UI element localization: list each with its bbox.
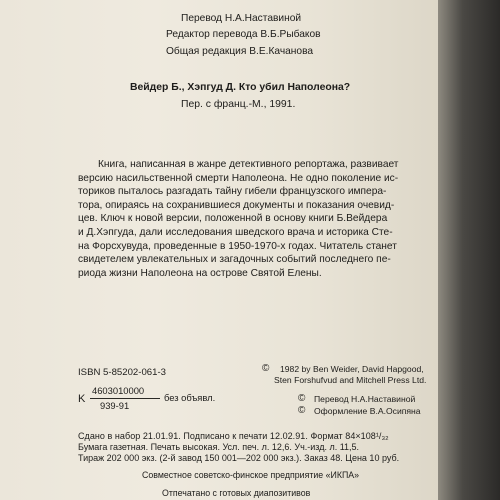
printing-line: Отпечатано с готовых диапозитивов bbox=[162, 488, 311, 498]
annotation-line: и Д.Хэпгуда, дали исследования шведского врача и историка Сте- bbox=[78, 226, 393, 238]
general-editor-credit: Общая редакция В.Е.Качанова bbox=[166, 46, 314, 57]
annotation-line: ториков пыталось разгадать тайну гибели французского импера- bbox=[78, 186, 387, 198]
annotation-line: свидетелем увлекательных и загадочных событий последнего пе- bbox=[78, 254, 391, 266]
annotation-line: версию насильственной смерти Наполеона. Не одно поколение ис- bbox=[78, 172, 399, 184]
annotation-paragraph bbox=[78, 158, 436, 280]
translator-credit: Перевод Н.А.Наставиной bbox=[181, 13, 302, 24]
copyright-original-1: 1982 by Ben Weider, David Hapgood, bbox=[280, 364, 424, 374]
copyright-translation: Перевод Н.А.Наставиной bbox=[314, 394, 416, 404]
imprint-line: Тираж 202 000 экз. (2-й завод 150 001—202 000 экз.). Заказ 48. Цена 10 руб. bbox=[78, 453, 400, 463]
fraction-line bbox=[90, 398, 160, 399]
k-letter: K bbox=[78, 393, 86, 405]
copyright-symbol: © bbox=[298, 405, 306, 416]
code-denominator: 939-91 bbox=[100, 400, 130, 411]
copyright-symbol: © bbox=[298, 393, 306, 404]
annotation-line: тора, опираясь на сохранившиеся документы и показания очевид- bbox=[78, 199, 395, 211]
copyright-design: Оформление В.А.Осипяна bbox=[314, 406, 421, 416]
publisher-line: Совместное советско-финское предприятие «ИКПА» bbox=[142, 470, 360, 480]
code-numerator: 4603010000 bbox=[92, 385, 145, 396]
annotation-line: на Форсхувуда, проведенные в 1950-1970-х годах. Читатель станет bbox=[78, 240, 397, 252]
copyright-symbol: © bbox=[262, 363, 270, 374]
code-note: без объявл. bbox=[164, 392, 216, 403]
annotation-line: Книга, написанная в жанре детективного репортажа, развивает bbox=[98, 159, 399, 170]
page-edge-shadow bbox=[438, 0, 500, 500]
imprint-line: Бумага газетная. Печать высокая. Усл. печ. л. 12,6. Уч.-изд. л. 11,5. bbox=[78, 442, 360, 452]
classification-code bbox=[78, 385, 216, 413]
isbn-label: ISBN 5-85202-061-3 bbox=[78, 367, 166, 378]
copyright-original-2: Sten Forshufvud and Mitchell Press Ltd. bbox=[274, 375, 427, 385]
annotation-line: риода жизни Наполеона на острове Святой Елены. bbox=[78, 267, 322, 279]
bibliographic-line-2: Пер. с франц.-М., 1991. bbox=[181, 99, 296, 110]
bibliographic-line-1: Вейдер Б., Хэпгуд Д. Кто убил Наполеона? bbox=[130, 82, 351, 93]
imprint-line: Сдано в набор 21.01.91. Подписано к печати 12.02.91. Формат 84×108¹/₃₂ bbox=[78, 431, 389, 441]
annotation-line: цев. Ключ к новой версии, положенной в основу книги Б.Вейдера bbox=[78, 213, 388, 225]
editor-credit: Редактор перевода В.Б.Рыбаков bbox=[166, 29, 321, 40]
